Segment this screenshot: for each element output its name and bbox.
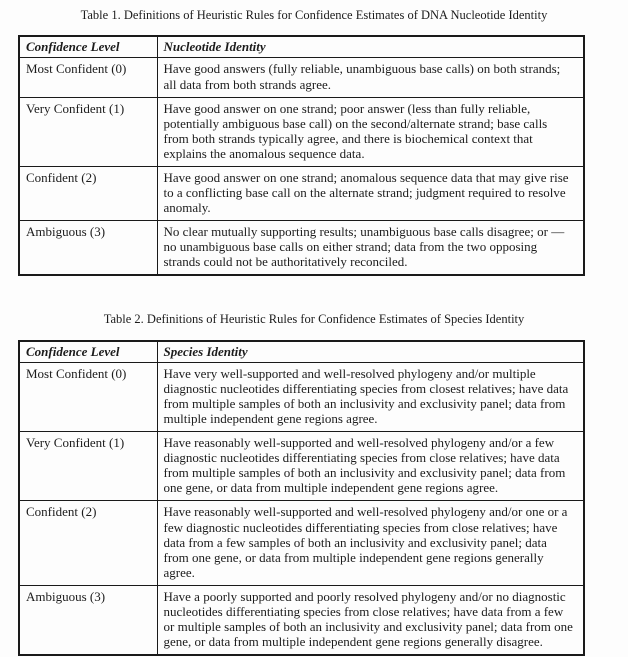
table-2 [18,340,585,656]
table-2-header-species-identity: Species Identity [157,341,584,363]
confidence-level-cell: Ambiguous (3) [19,221,157,276]
table-2-section [0,312,628,656]
confidence-level-cell: Very Confident (1) [19,97,157,166]
definition-cell: Have very well-supported and well-resolved phylogeny and/or multiple diagnostic nucleotides differentiating species from closest relatives; have data from multiple samples of both an inclusivity and exclusivity panel; data from multiple independent gene regions agree. [157,362,584,431]
definition-cell: Have a poorly supported and poorly resolved phylogeny and/or no diagnostic nucleotides differentiating species from close relatives; have data from a few or multiple samples of both an inclusivity and exclusivity panel; data from one gene, or data from multiple independent gene regions generally disagree. [157,585,584,655]
table-row [19,501,584,585]
table-1-header-nucleotide-identity: Nucleotide Identity [157,36,584,58]
table-1-header-row [19,36,584,58]
confidence-level-cell: Most Confident (0) [19,362,157,431]
table-2-caption: Table 2. Definitions of Heuristic Rules for Confidence Estimates of Species Identity [103,312,525,327]
table-row [19,166,584,220]
confidence-level-cell: Confident (2) [19,501,157,585]
confidence-level-cell: Confident (2) [19,166,157,220]
table-2-header-row [19,341,584,363]
table-row [19,221,584,276]
definition-cell: Have good answers (fully reliable, unambiguous base calls) on both strands; all data from both strands agree. [157,58,584,97]
definition-cell: No clear mutually supporting results; unambiguous base calls disagree; or — no unambiguous base calls on either strand; data from the two opposing strands could not be authoritatively reconciled. [157,221,584,276]
table-row [19,97,584,166]
definition-cell: Have reasonably well-supported and well-resolved phylogeny and/or a few diagnostic nucleotides differentiating species from close relatives; have data from multiple samples of both an inclusivity and exclusivity panel; data from one gene, or data from multiple independent gene regions agree. [157,432,584,501]
table-1-header-confidence-level: Confidence Level [19,36,157,58]
definition-cell: Have good answer on one strand; anomalous sequence data that may give rise to a conflicting base call on the alternate strand; judgment required to resolve anomaly. [157,166,584,220]
confidence-level-cell: Most Confident (0) [19,58,157,97]
table-row [19,58,584,97]
confidence-level-cell: Ambiguous (3) [19,585,157,655]
table-row [19,362,584,431]
table-2-header-confidence-level: Confidence Level [19,341,157,363]
table-row [19,432,584,501]
definition-cell: Have good answer on one strand; poor answer (less than fully reliable, potentially ambiguous base call) on the second/alternate strand; base calls from both strands typically agree, and there is biochemical context that explains the anomalous sequence data. [157,97,584,166]
table-1-section [0,8,628,276]
confidence-level-cell: Very Confident (1) [19,432,157,501]
table-1 [18,35,585,276]
table-1-caption: Table 1. Definitions of Heuristic Rules for Confidence Estimates of DNA Nucleotide Identity [80,8,548,22]
definition-cell: Have reasonably well-supported and well-resolved phylogeny and/or one or a few diagnostic nucleotides differentiating species from close relatives; have data from a few samples of both an inclusivity and exclusivity panel; data from one gene, or data from multiple independent gene regions generally agree. [157,501,584,585]
table-row [19,585,584,655]
